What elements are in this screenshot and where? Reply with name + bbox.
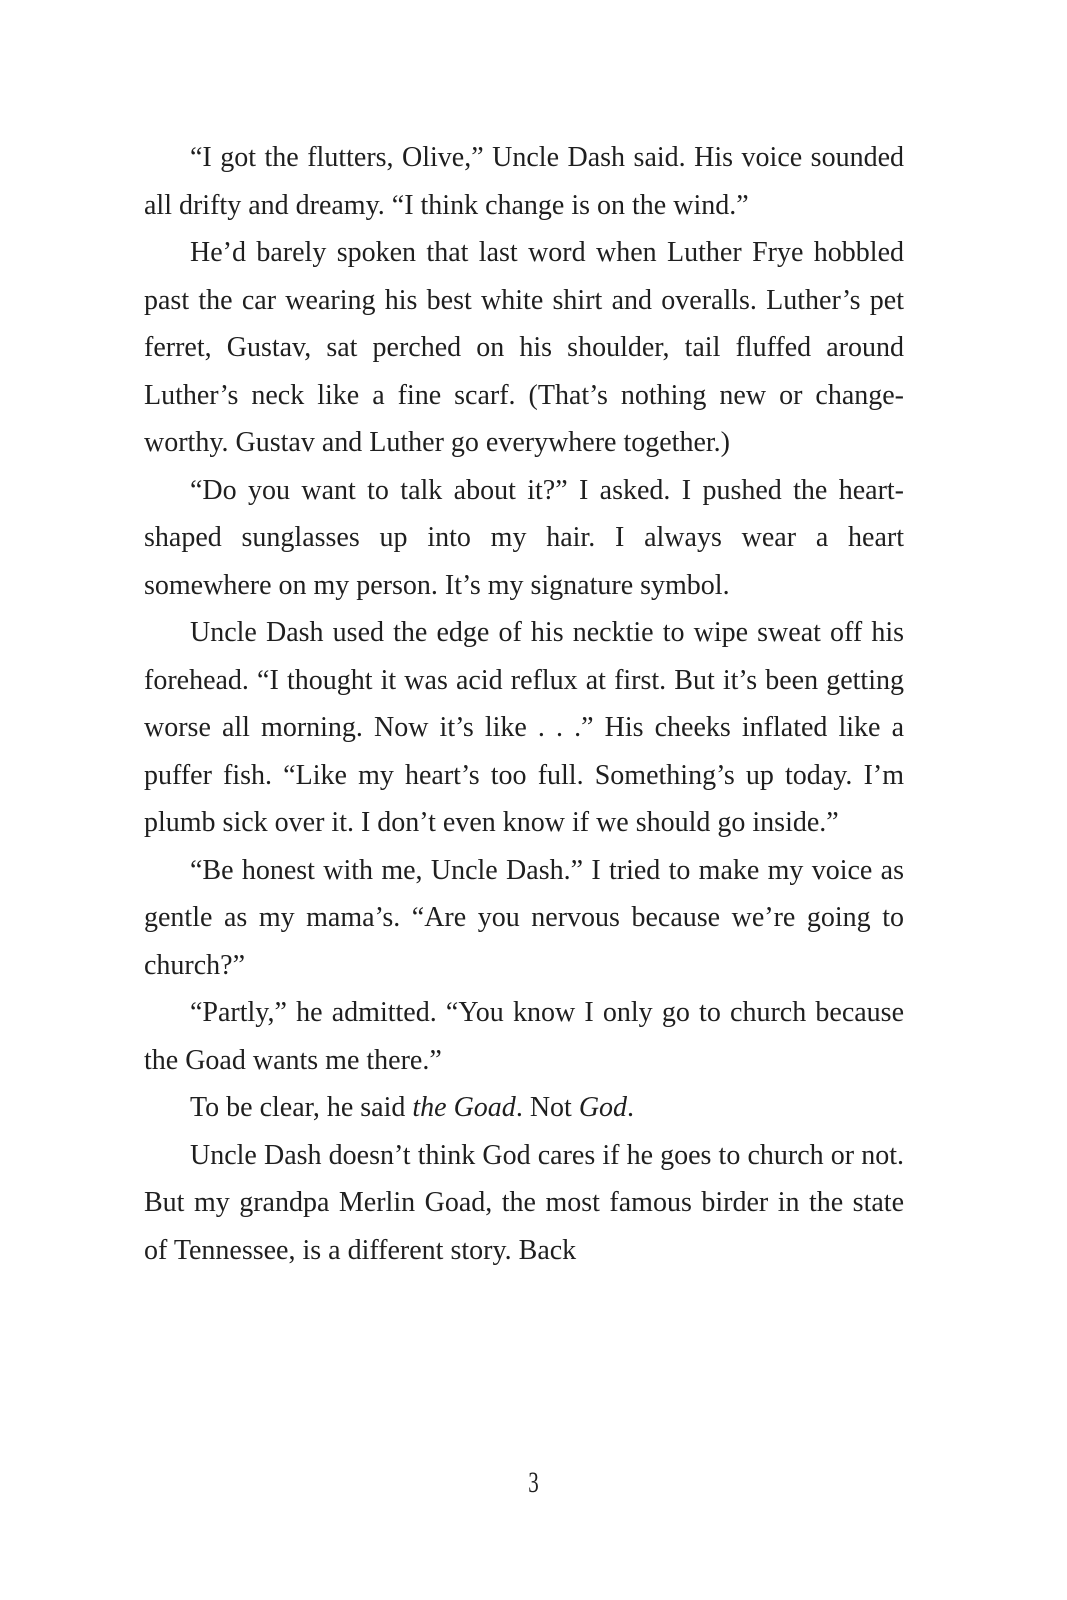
- clarify-lead: To be clear, he said: [190, 1092, 413, 1123]
- paragraph: “Partly,” he admitted. “You know I only go to church because the Goad wants me there.”: [144, 997, 904, 1076]
- clarify-italic-the-goad: the Goad: [412, 1092, 516, 1123]
- clarify-end: .: [627, 1092, 635, 1123]
- paragraph: He’d barely spoken that last word when Luther Frye hobbled past the car wearing his best white shirt and overalls. Luther’s pet ferret, Gustav, sat perched on his shoulder, tail fluffed around Luther’s neck like a fine scarf. (That’s nothing new or change-worthy. Gustav and Luther go everywhere together.): [144, 237, 904, 458]
- body-text: [144, 134, 904, 1274]
- page-number: 3: [528, 1466, 539, 1499]
- paragraph: “Be honest with me, Uncle Dash.” I tried to make my voice as gentle as my mama’s. “Are you nervous because we’re going to church?”: [144, 854, 904, 981]
- paragraph: “Do you want to talk about it?” I asked. I pushed the heart-shaped sunglasses up into my hair. I always wear a heart somewhere on my person. It’s my signature symbol.: [144, 474, 904, 601]
- clarify-middle: . Not: [515, 1092, 579, 1123]
- clarify-italic-god: God: [578, 1092, 628, 1123]
- paragraph: Uncle Dash doesn’t think God cares if he goes to church or not. But my grandpa Merlin Goad, the most famous birder in the state of Tennessee, is a different story. Back: [144, 1139, 904, 1266]
- paragraph: “I got the flutters, Olive,” Uncle Dash said. His voice sounded all drifty and dreamy. “I think change is on the wind.”: [144, 142, 904, 221]
- clarify-paragraph: [144, 1084, 904, 1132]
- paragraph: Uncle Dash used the edge of his necktie to wipe sweat off his forehead. “I thought it was acid reflux at first. But it’s been getting worse all morning. Now it’s like . . .” His cheeks inflated like a puffer fish. “Like my heart’s too full. Something’s up today. I’m plumb sick over it. I don’t even know if we should go inside.”: [144, 617, 904, 838]
